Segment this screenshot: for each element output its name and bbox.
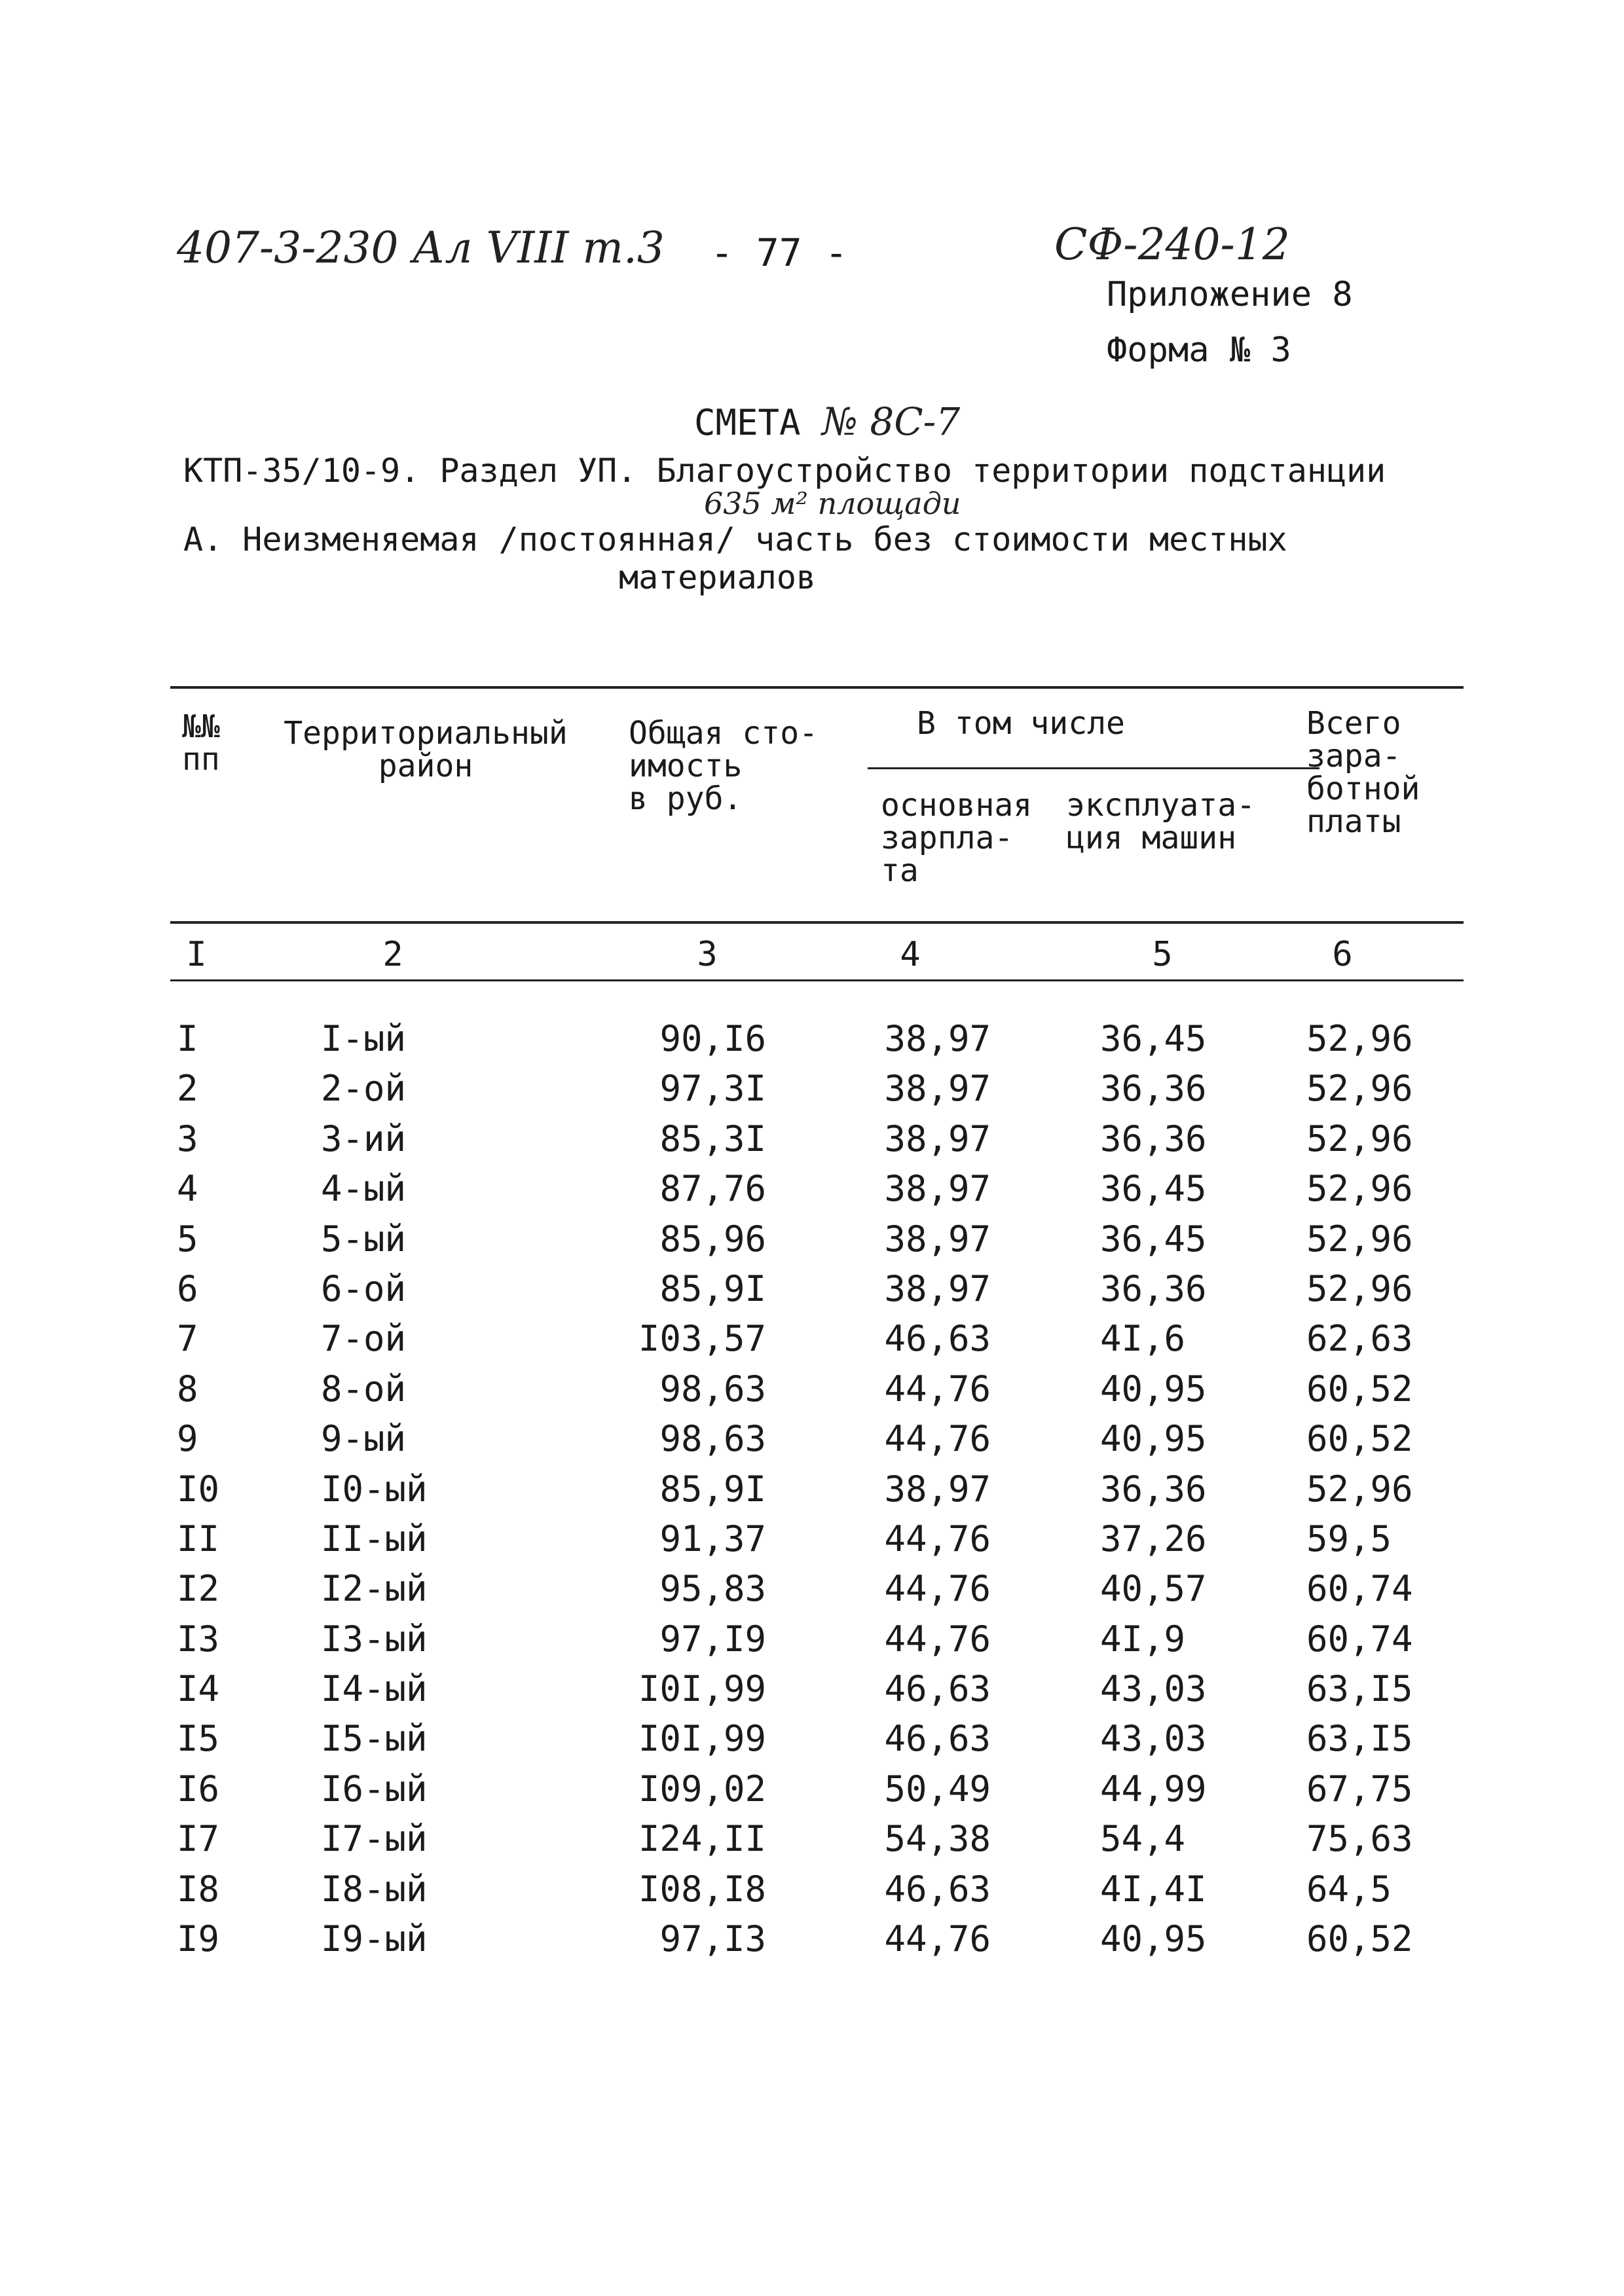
row-machine-operation: 36,36: [1100, 1267, 1207, 1309]
row-region: 9-ый: [321, 1418, 407, 1460]
row-machine-operation: 40,95: [1100, 1368, 1207, 1410]
row-machine-operation: 54,4: [1100, 1818, 1186, 1860]
column-number: 3: [697, 935, 718, 974]
row-number: I0: [177, 1468, 220, 1510]
row-total-wages: 60,52: [1306, 1418, 1413, 1460]
row-base-salary: 46,63: [884, 1868, 991, 1910]
row-base-salary: 44,76: [884, 1418, 991, 1460]
row-number: I9: [177, 1918, 220, 1960]
column-number: 5: [1152, 935, 1173, 974]
row-machine-operation: 36,36: [1100, 1468, 1207, 1510]
row-total-wages: 75,63: [1306, 1818, 1413, 1860]
area-note: 635 м² площади: [704, 486, 961, 521]
row-base-salary: 38,97: [884, 1468, 991, 1510]
row-total-wages: 52,96: [1306, 1118, 1413, 1159]
row-machine-operation: 36,36: [1100, 1118, 1207, 1159]
appendix-label: Приложение 8: [1107, 275, 1353, 314]
row-region: I5-ый: [321, 1718, 428, 1760]
column-numbers-top-rule: [170, 921, 1464, 924]
row-number: I8: [177, 1868, 220, 1910]
row-region: I9-ый: [321, 1918, 428, 1960]
row-total-wages: 63,I5: [1306, 1668, 1413, 1710]
row-total-cost: 97,I9: [659, 1618, 766, 1660]
row-total-cost: 90,I6: [659, 1018, 766, 1059]
row-number: I3: [177, 1618, 220, 1660]
row-base-salary: 44,76: [884, 1518, 991, 1559]
table-row: [0, 1568, 1624, 1618]
page-number: - 77 -: [710, 230, 848, 275]
row-base-salary: 38,97: [884, 1168, 991, 1210]
row-region: 2-ой: [321, 1068, 407, 1110]
column-numbers-bottom-rule: [170, 979, 1464, 981]
row-total-cost: 97,3I: [659, 1068, 766, 1110]
row-region: I0-ый: [321, 1468, 428, 1510]
sheet-code: СФ-240-12: [1054, 219, 1290, 270]
row-number: 6: [177, 1267, 198, 1309]
row-total-wages: 64,5: [1306, 1868, 1392, 1910]
row-total-wages: 52,96: [1306, 1168, 1413, 1210]
column-number: I: [186, 935, 207, 974]
header-including: В том числе: [917, 705, 1125, 742]
row-number: 7: [177, 1318, 198, 1360]
header-total-wages: Всего зара- ботной платы: [1306, 705, 1420, 840]
column-number: 4: [900, 935, 921, 974]
row-total-cost: I09,02: [638, 1768, 766, 1810]
row-region: I3-ый: [321, 1618, 428, 1660]
row-total-cost: 85,9I: [659, 1468, 766, 1510]
row-base-salary: 54,38: [884, 1818, 991, 1860]
row-total-wages: 60,74: [1306, 1568, 1413, 1610]
part-line: А. Неизменяемая /постоянная/ часть без стоимости местных: [183, 520, 1287, 558]
row-machine-operation: 4I,6: [1100, 1318, 1186, 1360]
table-row: [0, 1318, 1624, 1368]
table-row: [0, 1918, 1624, 1968]
header-base-salary: основная зарпла- та: [881, 787, 1033, 889]
row-machine-operation: 4I,4I: [1100, 1868, 1207, 1910]
table-row: [0, 1268, 1624, 1318]
row-total-cost: I03,57: [638, 1318, 766, 1360]
table-row: [0, 1118, 1624, 1168]
row-total-wages: 60,52: [1306, 1918, 1413, 1960]
table-row: [0, 1218, 1624, 1268]
row-number: 5: [177, 1218, 198, 1260]
row-total-wages: 62,63: [1306, 1318, 1413, 1360]
row-total-wages: 60,52: [1306, 1368, 1413, 1410]
row-machine-operation: 37,26: [1100, 1518, 1207, 1559]
table-row: [0, 1518, 1624, 1568]
row-total-wages: 52,96: [1306, 1018, 1413, 1059]
row-number: I: [177, 1018, 198, 1059]
row-base-salary: 46,63: [884, 1718, 991, 1760]
table-body: [0, 1018, 1624, 1968]
table-row: [0, 1818, 1624, 1868]
row-base-salary: 44,76: [884, 1568, 991, 1610]
row-machine-operation: 36,45: [1100, 1018, 1207, 1059]
row-total-cost: I24,II: [638, 1818, 766, 1860]
row-base-salary: 44,76: [884, 1618, 991, 1660]
table-row: [0, 1668, 1624, 1718]
header-total-cost: Общая сто- имость в руб.: [629, 715, 818, 817]
row-region: I6-ый: [321, 1768, 428, 1810]
row-machine-operation: 40,95: [1100, 1918, 1207, 1960]
row-region: 7-ой: [321, 1318, 407, 1360]
row-total-cost: 85,3I: [659, 1118, 766, 1159]
row-total-cost: 85,9I: [659, 1267, 766, 1309]
row-region: I7-ый: [321, 1818, 428, 1860]
row-total-cost: 98,63: [659, 1418, 766, 1460]
row-total-wages: 60,74: [1306, 1618, 1413, 1660]
row-machine-operation: 44,99: [1100, 1768, 1207, 1810]
table-row: [0, 1868, 1624, 1918]
row-total-wages: 52,96: [1306, 1468, 1413, 1510]
table-row: [0, 1418, 1624, 1468]
row-total-wages: 52,96: [1306, 1068, 1413, 1110]
row-total-cost: I0I,99: [638, 1718, 766, 1760]
row-total-cost: I0I,99: [638, 1668, 766, 1710]
row-base-salary: 38,97: [884, 1218, 991, 1260]
header-machine-operation: эксплуата- ция машин: [1066, 787, 1255, 856]
row-region: 4-ый: [321, 1168, 407, 1210]
table-row: [0, 1618, 1624, 1668]
row-base-salary: 38,97: [884, 1267, 991, 1309]
row-region: I8-ый: [321, 1868, 428, 1910]
row-region: 8-ой: [321, 1368, 407, 1410]
table-row: [0, 1768, 1624, 1818]
column-number: 6: [1332, 935, 1353, 974]
table-top-rule: [170, 686, 1464, 689]
row-region: I-ый: [321, 1018, 407, 1059]
row-base-salary: 38,97: [884, 1018, 991, 1059]
row-region: 3-ий: [321, 1118, 407, 1159]
including-rule: [868, 767, 1320, 769]
row-base-salary: 46,63: [884, 1318, 991, 1360]
table-row: [0, 1468, 1624, 1518]
row-machine-operation: 36,45: [1100, 1168, 1207, 1210]
row-number: 8: [177, 1368, 198, 1410]
part-line-continued: материалов: [619, 558, 817, 596]
row-region: 5-ый: [321, 1218, 407, 1260]
row-number: 9: [177, 1418, 198, 1460]
row-total-cost: 98,63: [659, 1368, 766, 1410]
header-number: №№ пп: [182, 708, 220, 778]
row-machine-operation: 40,95: [1100, 1418, 1207, 1460]
row-number: 4: [177, 1168, 198, 1210]
row-base-salary: 50,49: [884, 1768, 991, 1810]
row-total-cost: 87,76: [659, 1168, 766, 1210]
row-machine-operation: 4I,9: [1100, 1618, 1186, 1660]
row-total-cost: 95,83: [659, 1568, 766, 1610]
form-label: Форма № 3: [1107, 331, 1291, 370]
column-number: 2: [382, 935, 403, 974]
row-region: I4-ый: [321, 1668, 428, 1710]
row-machine-operation: 43,03: [1100, 1718, 1207, 1760]
row-number: I5: [177, 1718, 220, 1760]
row-machine-operation: 40,57: [1100, 1568, 1207, 1610]
row-total-wages: 52,96: [1306, 1218, 1413, 1260]
section-line: КТП-35/10-9. Раздел УП. Благоустройство территории подстанции: [183, 452, 1386, 490]
row-base-salary: 38,97: [884, 1068, 991, 1110]
row-total-cost: I08,I8: [638, 1868, 766, 1910]
row-base-salary: 44,76: [884, 1918, 991, 1960]
row-base-salary: 38,97: [884, 1118, 991, 1159]
row-number: I2: [177, 1568, 220, 1610]
estimate-title-prefix: СМЕТА: [694, 402, 801, 443]
row-machine-operation: 43,03: [1100, 1668, 1207, 1710]
row-base-salary: 44,76: [884, 1368, 991, 1410]
header-region: Территориальный район: [284, 715, 568, 784]
row-total-wages: 52,96: [1306, 1267, 1413, 1309]
table-row: [0, 1718, 1624, 1768]
table-row: [0, 1018, 1624, 1068]
estimate-title: [694, 399, 960, 444]
row-number: I4: [177, 1668, 220, 1710]
row-region: 6-ой: [321, 1267, 407, 1309]
row-machine-operation: 36,36: [1100, 1068, 1207, 1110]
row-total-wages: 63,I5: [1306, 1718, 1413, 1760]
table-row: [0, 1068, 1624, 1118]
row-machine-operation: 36,45: [1100, 1218, 1207, 1260]
document-code: 407-3-230 Ал VIII т.3: [177, 223, 665, 273]
row-number: I6: [177, 1768, 220, 1810]
row-total-cost: 91,37: [659, 1518, 766, 1559]
row-number: I7: [177, 1818, 220, 1860]
row-number: 3: [177, 1118, 198, 1159]
row-region: I2-ый: [321, 1568, 428, 1610]
row-total-wages: 59,5: [1306, 1518, 1392, 1559]
table-row: [0, 1168, 1624, 1218]
table-row: [0, 1368, 1624, 1418]
estimate-number: № 8С-7: [822, 399, 961, 444]
row-total-cost: 85,96: [659, 1218, 766, 1260]
row-region: II-ый: [321, 1518, 428, 1559]
row-base-salary: 46,63: [884, 1668, 991, 1710]
row-total-wages: 67,75: [1306, 1768, 1413, 1810]
row-total-cost: 97,I3: [659, 1918, 766, 1960]
row-number: 2: [177, 1068, 198, 1110]
row-number: II: [177, 1518, 220, 1559]
